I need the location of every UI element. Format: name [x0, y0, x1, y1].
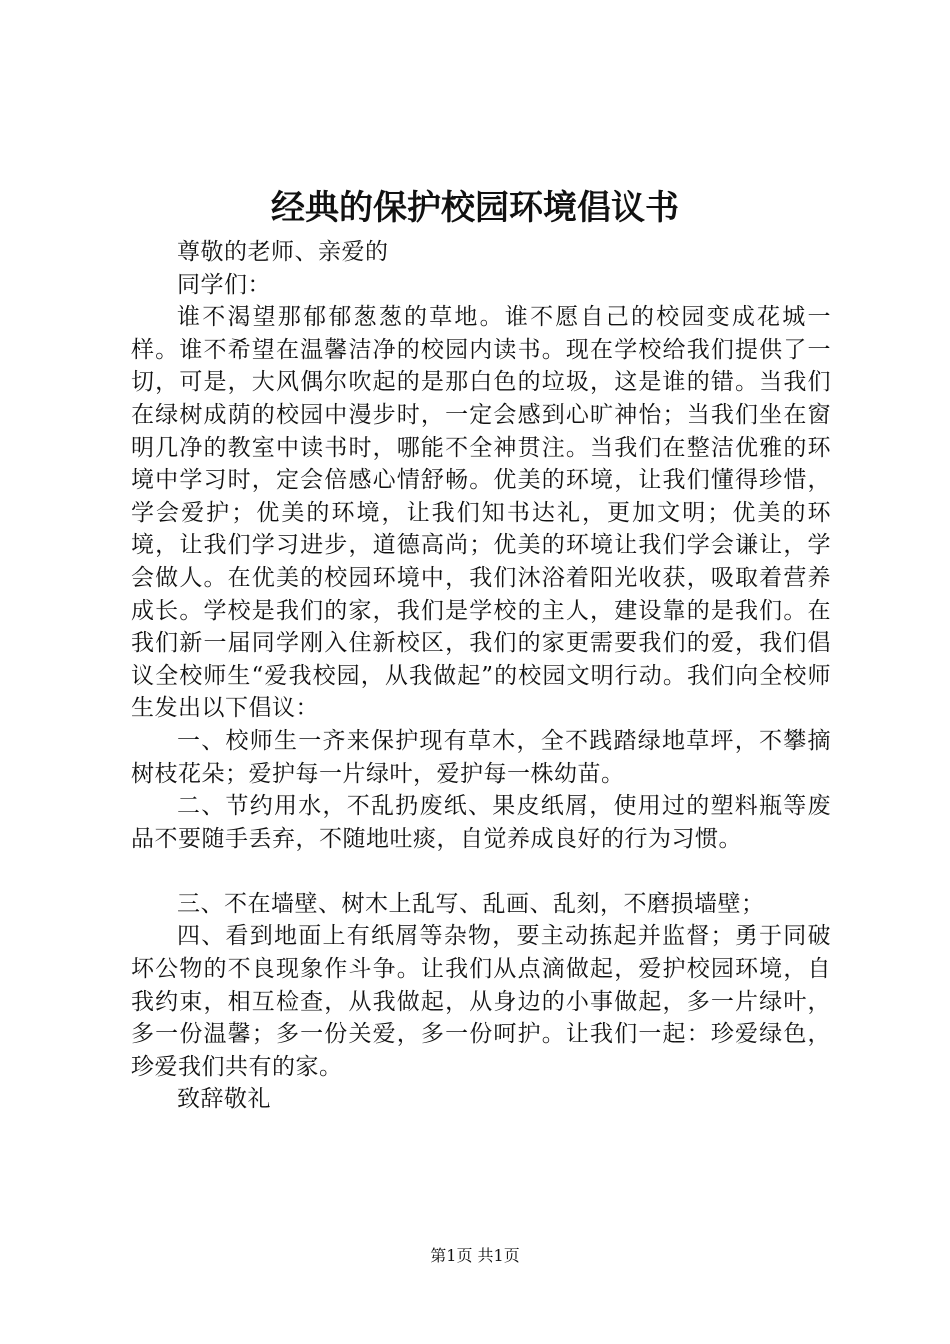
proposal-item-2: 二、节约用水，不乱扔废纸、果皮纸屑，使用过的塑料瓶等废品不要随手丢弃，不随地吐痰，自觉养成良好的行为习惯。	[131, 793, 831, 852]
closing-line: 致辞敬礼	[177, 1086, 271, 1113]
proposal-item-4: 四、看到地面上有纸屑等杂物，要主动拣起并监督；勇于同破坏公物的不良现象作斗争。让我们从点滴做起，爱护校园环境，自我约束，相互检查，从我做起，从身边的小事做起，多一片绿叶，多一份温馨；多一份关爱，多一份呵护。让我们一起：珍爱绿色，珍爱我们共有的家。	[131, 923, 831, 1080]
page-footer: 第1页 共1页	[430, 1246, 520, 1265]
document-body	[131, 236, 831, 1116]
document-title: 经典的保护校园环境倡议书	[271, 188, 679, 228]
body-paragraph-intro: 谁不渴望那郁郁葱葱的草地。谁不愿自己的校园变成花城一样。谁不希望在温馨洁净的校园内读书。现在学校给我们提供了一切，可是，大风偶尔吹起的是那白色的垃圾，这是谁的错。当我们在绿树成荫的校园中漫步时，一定会感到心旷神怡；当我们坐在窗明几净的教室中读书时，哪能不全神贯注。当我们在整洁优雅的环境中学习时，定会倍感心情舒畅。优美的环境，让我们懂得珍惜，学会爱护；优美的环境，让我们知书达礼，更加文明；优美的环境，让我们学习进步，道德高尚；优美的环境让我们学会谦让，学会做人。在优美的校园环境中，我们沐浴着阳光收获，吸取着营养成长。学校是我们的家，我们是学校的主人，建设靠的是我们。在我们新一届同学刚入住新校区，我们的家更需要我们的爱，我们倡议全校师生“爱我校园，从我做起”的校园文明行动。我们向全校师生发出以下倡议：	[131, 304, 831, 722]
proposal-item-1: 一、校师生一齐来保护现有草木，全不践踏绿地草坪，不攀摘树枝花朵；爱护每一片绿叶，爱护每一株幼苗。	[131, 727, 831, 787]
salutation-line-1: 尊敬的老师、亲爱的	[177, 239, 389, 265]
salutation-line-2: 同学们：	[177, 271, 271, 298]
proposal-item-3: 三、不在墙壁、树木上乱写、乱画、乱刻，不磨损墙壁；	[177, 890, 765, 917]
